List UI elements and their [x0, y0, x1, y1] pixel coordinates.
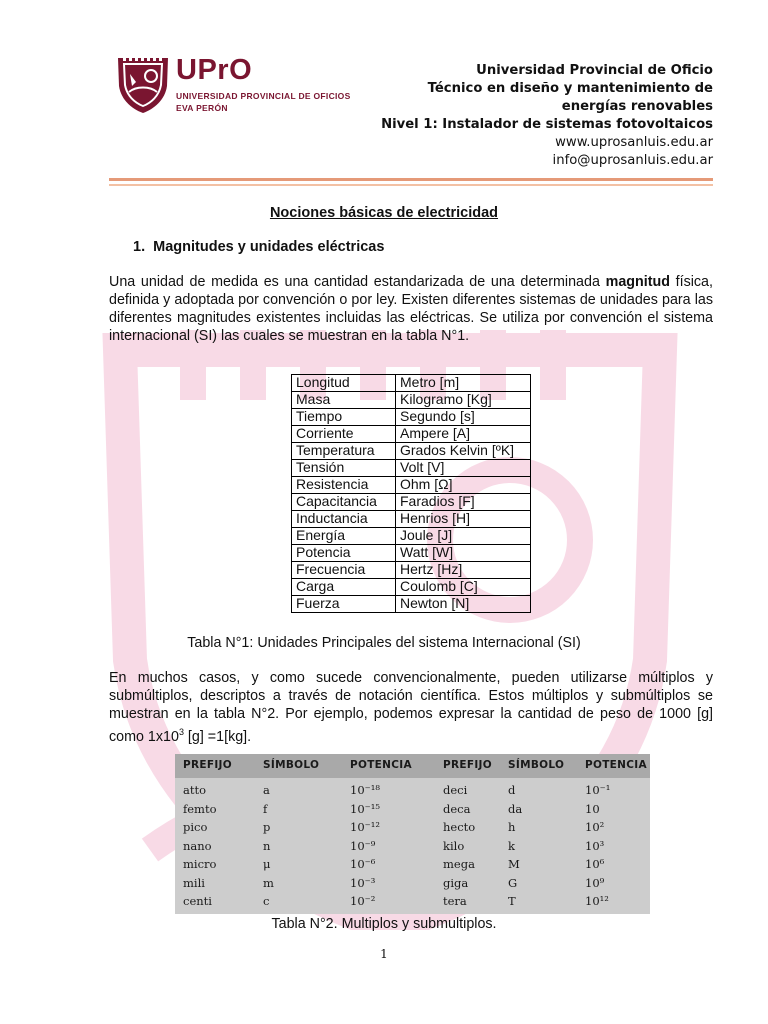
- unit-cell: Newton [N]: [396, 596, 531, 613]
- unit-cell: Joule [J]: [396, 528, 531, 545]
- prefix-table-cell: mili: [183, 875, 205, 890]
- prefix-table-cell: h: [508, 820, 516, 834]
- unit-cell: Ampere [A]: [396, 426, 531, 443]
- unit-cell: Watt [W]: [396, 545, 531, 562]
- prefix-table-heading: SÍMBOLO: [263, 759, 320, 771]
- course-level: Nivel 1: Instalador de sistemas fotovoltaicos: [381, 117, 713, 132]
- table-row: [292, 426, 531, 443]
- prefix-table-header: [175, 754, 650, 778]
- unit-cell: Faradios [F]: [396, 494, 531, 511]
- table-row: [292, 477, 531, 494]
- magnitude-cell: Temperatura: [292, 443, 396, 460]
- university-seal-icon: [114, 52, 172, 114]
- prefix-table-cell: 10²: [585, 820, 605, 834]
- magnitude-cell: Potencia: [292, 545, 396, 562]
- table-row: [292, 443, 531, 460]
- page-number: 1: [380, 947, 388, 961]
- table-row: [292, 596, 531, 613]
- magnitude-cell: Inductancia: [292, 511, 396, 528]
- magnitude-cell: Masa: [292, 392, 396, 409]
- prefix-table-cell: micro: [183, 857, 217, 871]
- prefix-table-cell: μ: [263, 857, 271, 871]
- prefix-table-heading: SÍMBOLO: [508, 759, 565, 771]
- table1-caption: Tabla N°1: Unidades Principales del sistema Internacional (SI): [187, 635, 581, 651]
- unit-cell: Kilogramo [Kg]: [396, 392, 531, 409]
- intro-paragraph: Una unidad de medida es una cantidad estandarizada de una determinada magnitud física, definida y adoptada por convención o por ley. Existen diferentes sistemas de unidades para las diferentes magnitudes existentes incluidas las eléctricas. Se utiliza por convención el sistema internacional (SI) las cuales se muestran en la tabla N°1.: [109, 274, 713, 344]
- table-row: [292, 494, 531, 511]
- header-info: [381, 62, 713, 170]
- section-heading: 1. Magnitudes y unidades eléctricas: [133, 239, 385, 255]
- unit-cell: Metro [m]: [396, 375, 531, 392]
- prefix-table-cell: nano: [183, 838, 212, 853]
- magnitude-cell: Fuerza: [292, 596, 396, 613]
- prefix-table-cell: atto: [183, 783, 207, 797]
- prefix-table-heading: PREFIJO: [183, 759, 232, 771]
- prefix-table: [175, 754, 650, 914]
- prefix-table-cell: n: [263, 838, 271, 853]
- prefix-table-cell: d: [508, 783, 516, 797]
- table-row: [292, 579, 531, 596]
- unit-cell: Henrios [H]: [396, 511, 531, 528]
- prefix-table-cell: hecto: [443, 820, 476, 834]
- prefix-table-cell: 10¹²: [585, 894, 609, 908]
- prefix-table-cell: mega: [443, 857, 475, 871]
- prefix-table-cell: 10⁻²: [350, 894, 376, 908]
- prefix-table-cell: p: [263, 820, 271, 834]
- prefix-table-cell: deci: [443, 783, 468, 797]
- magnitude-cell: Energía: [292, 528, 396, 545]
- document-title: Nociones básicas de electricidad: [269, 205, 499, 221]
- magnitude-cell: Capacitancia: [292, 494, 396, 511]
- unit-cell: Segundo [s]: [396, 409, 531, 426]
- program-name-1: Técnico en diseño y mantenimiento de: [427, 81, 713, 96]
- prefix-table-cell: f: [263, 801, 268, 816]
- prefix-table-cell: 10⁻⁹: [350, 838, 376, 853]
- unit-cell: Hertz [Hz]: [396, 562, 531, 579]
- prefix-table-heading: POTENCIA: [585, 759, 647, 771]
- table2-caption: Tabla N°2. Multiplos y submultiplos.: [271, 916, 497, 932]
- prefix-table-cell: giga: [443, 875, 469, 890]
- prefix-table-cell: 10⁻⁶: [350, 857, 376, 871]
- prefix-table-cell: M: [508, 857, 520, 871]
- magnitude-cell: Tiempo: [292, 409, 396, 426]
- unit-cell: Grados Kelvin [ºK]: [396, 443, 531, 460]
- multiples-paragraph: En muchos casos, y como sucede convencionalmente, pueden utilizarse múltiplos y submúltiplos, descriptos a través de notación científica. Estos múltiplos y submúltiplos se muestran en la tabla N°2. Por ejemplo, podemos expresar la cantidad de peso de 1000 [g] como $1x10^3$ [g] =1[kg].: [109, 670, 713, 745]
- table-row: [292, 460, 531, 477]
- prefix-table-cell: k: [508, 838, 515, 853]
- table-row: [292, 562, 531, 579]
- prefix-table-cell: G: [508, 875, 518, 890]
- table-row: [292, 545, 531, 562]
- prefix-table-cell: 10⁶: [585, 857, 605, 871]
- upro-logo: [114, 52, 364, 116]
- unit-cell: Ohm [Ω]: [396, 477, 531, 494]
- prefix-table-cell: pico: [183, 820, 208, 834]
- table-row: [292, 511, 531, 528]
- prefix-table-cell: femto: [183, 801, 217, 816]
- unit-cell: Coulomb [C]: [396, 579, 531, 596]
- magnitude-cell: Longitud: [292, 375, 396, 392]
- prefix-table-cell: 10⁻¹⁸: [350, 783, 380, 797]
- prefix-table-cell: 10⁻³: [350, 875, 376, 890]
- prefix-table-heading: PREFIJO: [443, 759, 492, 771]
- email-link[interactable]: info@uprosanluis.edu.ar: [552, 153, 713, 168]
- prefix-table-cell: a: [263, 783, 270, 797]
- magnitude-cell: Corriente: [292, 426, 396, 443]
- logo-subtitle-2: EVA PERÓN: [176, 103, 228, 113]
- prefix-table-cell: 10⁻¹: [585, 783, 611, 797]
- prefix-table-cell: 10³: [585, 838, 605, 853]
- prefix-table-cell: tera: [443, 894, 467, 908]
- prefix-table-cell: da: [508, 801, 523, 816]
- prefix-table-cell: T: [508, 894, 516, 908]
- logo-wordmark: UPrO: [176, 54, 253, 86]
- table-row: [292, 392, 531, 409]
- prefix-table-cell: centi: [183, 894, 212, 908]
- prefix-table-cell: 10⁻¹⁵: [350, 801, 380, 816]
- website-link[interactable]: www.uprosanluis.edu.ar: [555, 135, 713, 150]
- logo-subtitle: UNIVERSIDAD PROVINCIAL DE OFICIOS: [176, 91, 351, 101]
- prefix-table-cell: m: [263, 875, 274, 890]
- institution-name: Universidad Provincial de Oficio: [476, 63, 713, 78]
- header-divider: [109, 178, 713, 181]
- prefix-table-cell: 10: [585, 801, 600, 816]
- program-name-2: energías renovables: [561, 99, 713, 114]
- table-row: [292, 528, 531, 545]
- table-row: [292, 409, 531, 426]
- table-row: [292, 375, 531, 392]
- prefix-table-cell: kilo: [443, 838, 465, 853]
- magnitude-cell: Resistencia: [292, 477, 396, 494]
- prefix-table-cell: c: [263, 894, 270, 908]
- magnitude-cell: Carga: [292, 579, 396, 596]
- magnitude-cell: Tensión: [292, 460, 396, 477]
- si-units-table: [291, 374, 531, 613]
- bold-term: magnitud: [605, 274, 670, 290]
- prefix-table-cell: 10⁹: [585, 875, 605, 890]
- prefix-table-heading: POTENCIA: [350, 759, 412, 771]
- unit-cell: Volt [V]: [396, 460, 531, 477]
- header-divider-thin: [109, 184, 713, 186]
- magnitude-cell: Frecuencia: [292, 562, 396, 579]
- prefix-table-cell: deca: [443, 801, 471, 816]
- prefix-table-cell: 10⁻¹²: [350, 820, 380, 834]
